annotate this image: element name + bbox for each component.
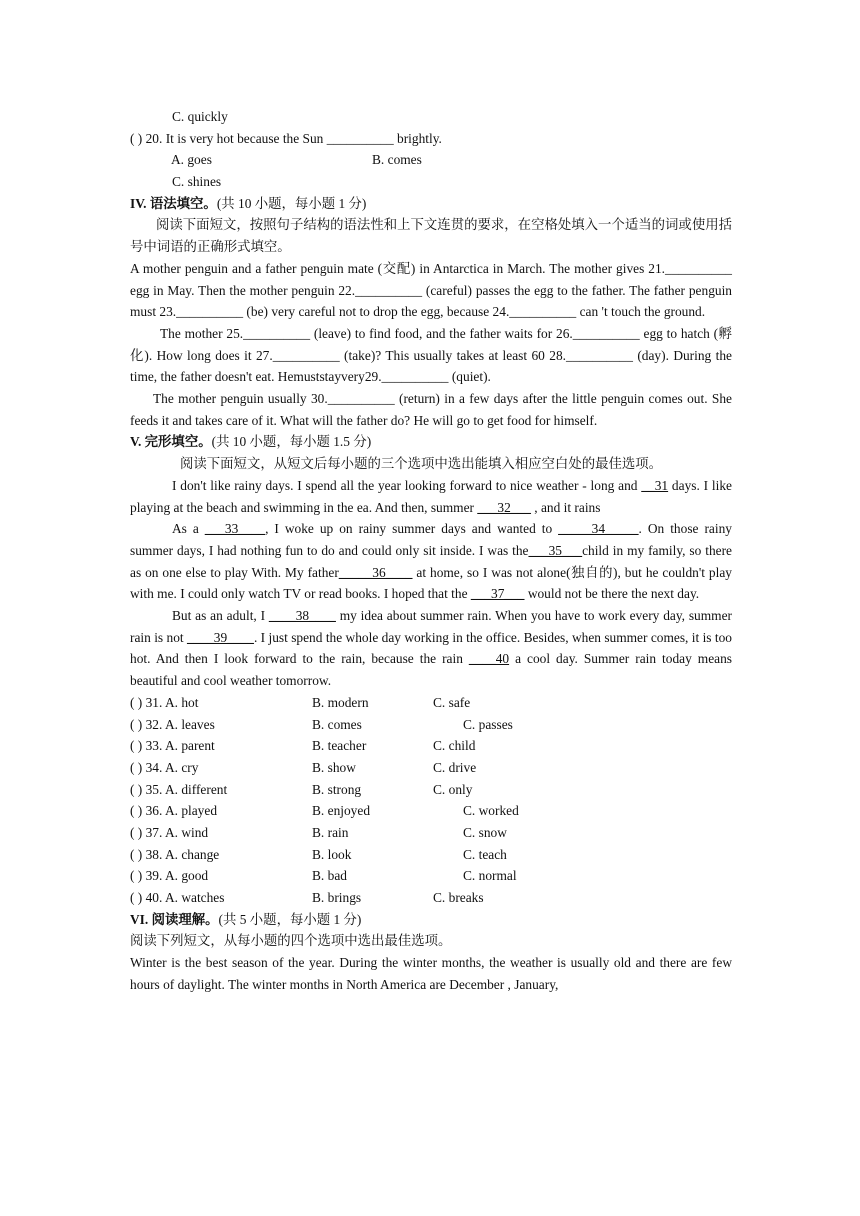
q20-options-ab — [130, 149, 732, 171]
question-row — [130, 865, 732, 887]
exam-page — [130, 106, 732, 996]
section-4-instruction: 阅读下面短文，按照句子结构的语法性和上下文连贯的要求，在空格处填入一个适当的词或使用括号中词语的正确形式填空。 — [130, 217, 732, 255]
q20-option-c: C. shines — [172, 174, 222, 190]
option-c: C. teach — [463, 846, 507, 862]
section-6-title: 阅读理解。 — [148, 911, 219, 927]
option-b: B. strong — [312, 781, 362, 797]
question-number-option-a: ( ) 39. A. good — [130, 868, 209, 884]
section-5-number: V. — [130, 434, 142, 450]
blank-37: ___37___ — [470, 586, 525, 602]
question-row — [130, 800, 732, 822]
q20-option-a: A. goes — [171, 152, 212, 168]
option-b: B. show — [312, 759, 356, 775]
question-row — [130, 735, 732, 757]
section-6-heading — [130, 909, 732, 931]
option-c: C. snow — [463, 825, 507, 841]
section-5-passage-p1: I don't like rainy days. I spend all the year looking forward to nice weather - long and __31 days. I like playing at the beach and swimming in the ea. And then, summer ___32___ , and it rains — [130, 477, 732, 515]
section-5-note: (共 10 小题，每小题 1.5 分) — [211, 434, 372, 450]
option-b: B. bad — [312, 868, 347, 884]
section-4-heading — [130, 193, 732, 215]
q20-option-b: B. comes — [372, 152, 422, 168]
blank-32: ___32___ — [477, 499, 531, 515]
section-5-instruction: 阅读下面短文，从短文后每小题的三个选项中选出能填入相应空白处的最佳选项。 — [180, 456, 663, 472]
question-number-option-a: ( ) 31. A. hot — [130, 694, 199, 710]
option-b: B. rain — [312, 825, 349, 841]
question-number-option-a: ( ) 38. A. change — [130, 846, 220, 862]
section-5-heading — [130, 431, 732, 453]
option-b: B. comes — [312, 716, 362, 732]
question-number-option-a: ( ) 34. A. cry — [130, 759, 199, 775]
question-row — [130, 779, 732, 801]
question-row — [130, 844, 732, 866]
option-b: B. enjoyed — [312, 803, 371, 819]
option-c: C. normal — [463, 868, 517, 884]
section-5-question-list — [130, 692, 732, 909]
option-c: C. drive — [433, 759, 477, 775]
section-4-passage-p2: The mother 25.__________ (leave) to find food, and the father waits for 26.__________ egg to hatch (孵化). How long does it 27.__________ (take)? This usually takes at least 60 28.__________ (day). During the time, the father doesn't eat. Hemuststayvery29.__________ (quiet). — [130, 325, 732, 385]
blank-31: __31 — [641, 477, 669, 493]
section-5-title: 完形填空。 — [141, 434, 212, 450]
question-row — [130, 714, 732, 736]
option-c: C. worked — [463, 803, 519, 819]
blank-34: _____34_____ — [558, 521, 639, 537]
blank-40: ____40 — [468, 651, 510, 667]
option-b: B. brings — [312, 890, 362, 906]
section-4-number: IV. — [130, 195, 147, 211]
option-c: C. breaks — [433, 890, 484, 906]
option-c: C. child — [433, 738, 476, 754]
question-row — [130, 887, 732, 909]
blank-38: ____38____ — [268, 608, 336, 624]
section-5-passage-p2: As a ___33____, I woke up on rainy summer days and wanted to _____34_____. On those rainy summer days, I had nothing fun to do and could only sit inside. I was the___35___child in my family, so there as on one else to play With. My father_____36____ at home, so I was not alone(独自的), but he couldn't play with me. I could only watch TV or read books. I hoped that the ___37___ would not be there the next day. — [130, 521, 732, 602]
option-b: B. look — [312, 846, 352, 862]
blank-39: ____39____ — [186, 629, 254, 645]
q19-option-c: C. quickly — [172, 109, 228, 124]
section-6-instruction: 阅读下列短文，从每小题的四个选项中选出最佳选项。 — [130, 933, 452, 949]
question-number-option-a: ( ) 33. A. parent — [130, 738, 215, 754]
section-5-passage-p3: But as an adult, I ____38____ my idea about summer rain. When you have to work every day, summer rain is not ____39____. I just spend the whole day working in the office. Besides, when summer comes, it is too hot. And then I look forward to the rain, because the rain ____40 a cool day. Summer rain today means beautiful and cool weather tomorrow. — [130, 608, 732, 689]
blank-35: ___35___ — [528, 542, 583, 558]
option-c: C. safe — [433, 694, 471, 710]
option-c: C. only — [433, 781, 473, 797]
q20-question: ( ) 20. It is very hot because the Sun __________ brightly. — [130, 130, 442, 146]
question-number-option-a: ( ) 32. A. leaves — [130, 716, 215, 732]
section-6-note: (共 5 小题，每小题 1 分) — [218, 911, 362, 927]
section-4-note: (共 10 小题，每小题 1 分) — [216, 195, 367, 211]
question-number-option-a: ( ) 40. A. watches — [130, 890, 225, 906]
section-4-title: 语法填空。 — [146, 195, 217, 211]
section-6-number: VI. — [130, 911, 149, 927]
blank-36: _____36____ — [338, 564, 413, 580]
option-b: B. modern — [312, 694, 369, 710]
question-number-option-a: ( ) 37. A. wind — [130, 825, 209, 841]
option-b: B. teacher — [312, 738, 367, 754]
question-row — [130, 757, 732, 779]
option-c: C. passes — [463, 716, 513, 732]
question-row — [130, 692, 732, 714]
section-4-passage-p1: A mother penguin and a father penguin mate (交配) in Antarctica in March. The mother gives 21.__________ egg in May. Then the mother penguin 22.__________ (careful) passes the egg to the father. The father penguin must 23.__________ (be) very careful not to drop the egg, because 24.__________ can 't touch the ground. — [130, 260, 732, 320]
question-number-option-a: ( ) 36. A. played — [130, 803, 218, 819]
section-4-passage-p3: The mother penguin usually 30.__________ (return) in a few days after the little penguin comes out. She feeds it and takes care of it. What will the father do? He will go to get food for himself. — [130, 391, 732, 428]
blank-33: ___33____ — [204, 521, 266, 537]
question-number-option-a: ( ) 35. A. different — [130, 781, 228, 797]
question-row — [130, 822, 732, 844]
section-6-passage-p1: Winter is the best season of the year. During the winter months, the weather is usually old and there are few hours of daylight. The winter months in North America are December , January, — [130, 955, 732, 992]
